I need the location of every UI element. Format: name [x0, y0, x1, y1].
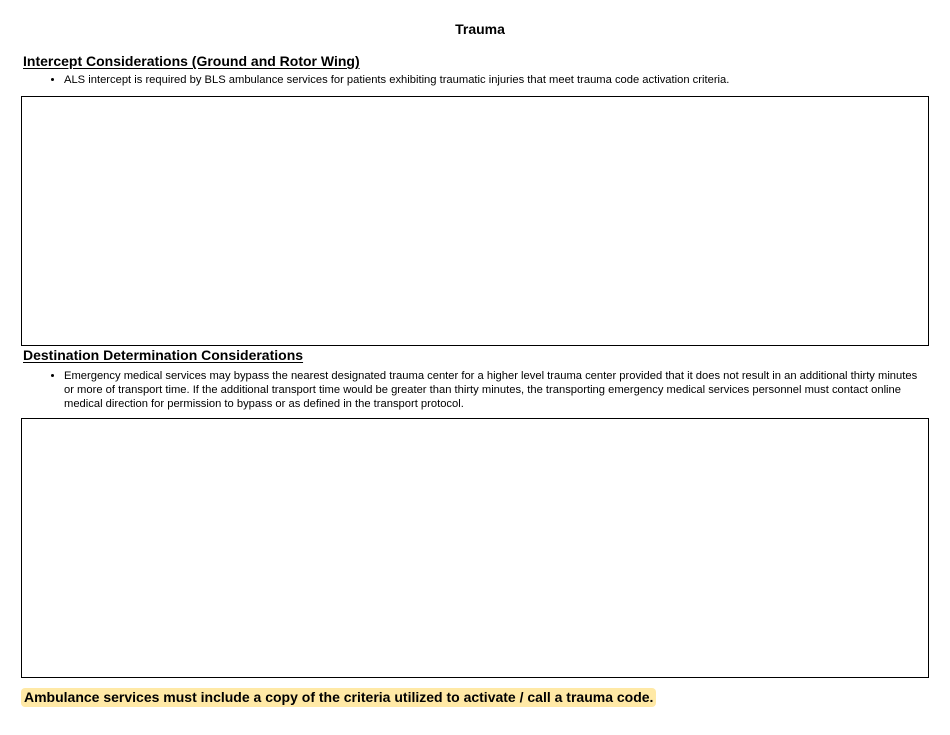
destination-entry-box[interactable]: [21, 418, 929, 678]
trauma-code-criteria-note: Ambulance services must include a copy of the criteria utilized to activate / call a trauma code.: [21, 688, 656, 707]
intercept-bullet-item: • ALS intercept is required by BLS ambulance services for patients exhibiting traumatic injuries that meet trauma code activation criteria.: [64, 73, 926, 87]
intercept-entry-box[interactable]: [21, 96, 929, 346]
page-title: Trauma: [455, 21, 505, 37]
intercept-heading: Intercept Considerations (Ground and Rotor Wing): [23, 53, 360, 69]
intercept-bullet-list: [40, 73, 926, 87]
destination-heading: Destination Determination Considerations: [23, 347, 304, 363]
destination-bullet-item: • Emergency medical services may bypass the nearest designated trauma center for a higher level trauma center provided that it does not result in an additional thirty minutes or more of transport time. If the additional transport time would be greater than thirty minutes, the transporting emergency medical services personnel must contact online medical direction for permission to bypass or as defined in the transport protocol.: [64, 369, 926, 411]
destination-bullet-list: [40, 369, 926, 411]
